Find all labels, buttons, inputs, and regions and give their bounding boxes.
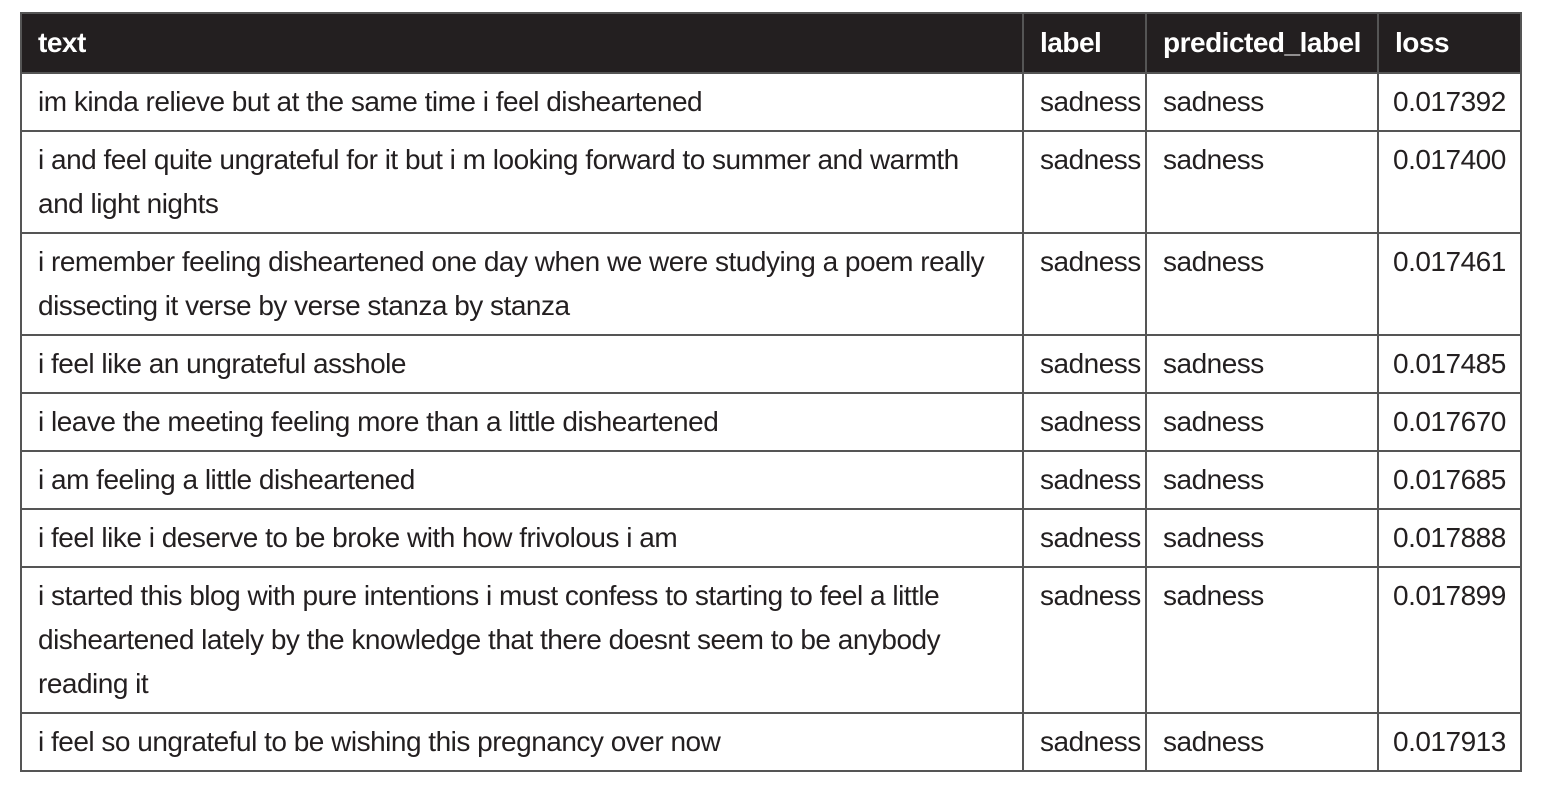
cell-label: sadness [1023,335,1146,393]
cell-predicted-label: sadness [1146,335,1378,393]
cell-loss: 0.017461 [1378,233,1521,335]
results-table [20,12,1522,772]
cell-label: sadness [1023,73,1146,131]
cell-predicted-label: sadness [1146,233,1378,335]
table-row [21,73,1521,131]
cell-predicted-label: sadness [1146,393,1378,451]
cell-loss: 0.017392 [1378,73,1521,131]
cell-text: i started this blog with pure intentions i must confess to starting to feel a little disheartened lately by the knowledge that there doesnt seem to be anybody reading it [21,567,1023,713]
cell-label: sadness [1023,509,1146,567]
cell-text: i feel like i deserve to be broke with how frivolous i am [21,509,1023,567]
cell-label: sadness [1023,451,1146,509]
header-row [21,13,1521,73]
cell-text: i am feeling a little disheartened [21,451,1023,509]
cell-label: sadness [1023,131,1146,233]
cell-label: sadness [1023,567,1146,713]
cell-predicted-label: sadness [1146,451,1378,509]
cell-predicted-label: sadness [1146,713,1378,771]
cell-predicted-label: sadness [1146,509,1378,567]
cell-text: i and feel quite ungrateful for it but i m looking forward to summer and warmth and light nights [21,131,1023,233]
table-row [21,233,1521,335]
cell-predicted-label: sadness [1146,567,1378,713]
table-row [21,131,1521,233]
cell-text: i leave the meeting feeling more than a little disheartened [21,393,1023,451]
cell-loss: 0.017899 [1378,567,1521,713]
cell-loss: 0.017888 [1378,509,1521,567]
table-row [21,451,1521,509]
cell-label: sadness [1023,233,1146,335]
table-row [21,567,1521,713]
cell-loss: 0.017685 [1378,451,1521,509]
cell-label: sadness [1023,713,1146,771]
column-header-label: label [1023,13,1146,73]
table-row [21,335,1521,393]
cell-predicted-label: sadness [1146,73,1378,131]
table-body [21,73,1521,771]
column-header-loss: loss [1378,13,1521,73]
table-row [21,393,1521,451]
cell-text: i feel so ungrateful to be wishing this pregnancy over now [21,713,1023,771]
table-row [21,509,1521,567]
column-header-predicted-label: predicted_label [1146,13,1378,73]
cell-label: sadness [1023,393,1146,451]
cell-loss: 0.017670 [1378,393,1521,451]
cell-text: im kinda relieve but at the same time i feel disheartened [21,73,1023,131]
table-header [21,13,1521,73]
cell-loss: 0.017913 [1378,713,1521,771]
cell-predicted-label: sadness [1146,131,1378,233]
column-header-text: text [21,13,1023,73]
cell-text: i feel like an ungrateful asshole [21,335,1023,393]
cell-text: i remember feeling disheartened one day when we were studying a poem really dissecting it verse by verse stanza by stanza [21,233,1023,335]
cell-loss: 0.017400 [1378,131,1521,233]
cell-loss: 0.017485 [1378,335,1521,393]
table-row [21,713,1521,771]
